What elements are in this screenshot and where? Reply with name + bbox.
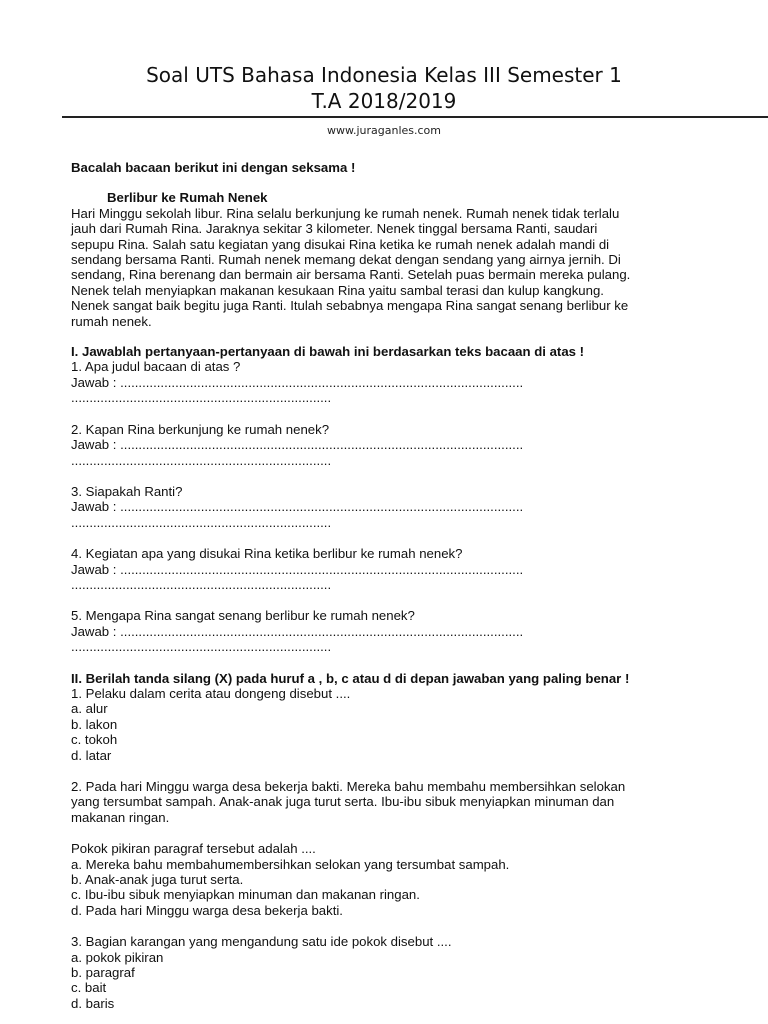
story-title: Berlibur ke Rumah Nenek <box>107 190 268 206</box>
answer-option: a. Mereka bahu membahumembersihkan selokan yang tersumbat sampah. <box>71 856 510 872</box>
answer-option: c. Ibu-ibu sibuk menyiapkan minuman dan makanan ringan. <box>71 887 420 903</box>
question-text: 2. Kapan Rina berkunjung ke rumah nenek? <box>71 421 330 437</box>
answer-option: d. latar <box>71 747 112 763</box>
answer-option: b. Anak-anak juga turut serta. <box>71 872 244 888</box>
question-paragraph-line: makanan ringan. <box>71 809 170 825</box>
multiple-choice-question <box>71 934 711 1011</box>
essay-question <box>71 422 711 468</box>
section-1-heading: I. Jawablah pertanyaan-pertanyaan di bawah ini berdasarkan teks bacaan di atas ! <box>71 344 585 360</box>
question-text: 1. Apa judul bacaan di atas ? <box>71 359 241 375</box>
question-paragraph-line: yang tersumbat sampah. Anak-anak juga turut serta. Ibu-ibu sibuk menyiapkan minuman dan <box>71 794 615 810</box>
worksheet-body <box>71 160 711 1011</box>
essay-question <box>71 484 711 530</box>
answer-line: ....................................................................... <box>71 514 332 530</box>
answer-option: d. baris <box>71 995 115 1011</box>
essay-question <box>71 608 711 654</box>
story-line: rumah nenek. <box>71 313 152 329</box>
answer-option: c. bait <box>71 980 107 996</box>
answer-line: Jawab : .............................................................................................................. <box>71 374 524 390</box>
question-text: 4. Kegiatan apa yang disukai Rina ketika berlibur ke rumah nenek? <box>71 546 463 562</box>
header-divider <box>62 116 768 118</box>
multiple-choice-question <box>71 779 711 918</box>
story-line: jauh dari Rumah Rina. Jaraknya sekitar 3 kilometer. Nenek tinggal bersama Ranti, saudari <box>71 221 598 237</box>
question-text: 3. Siapakah Ranti? <box>71 483 183 499</box>
story-line: sendang bersama Ranti. Rumah nenek memang dekat dengan sendang yang airnya jernih. Di <box>71 252 621 268</box>
answer-option: b. paragraf <box>71 965 135 981</box>
story-line: Nenek sangat baik begitu juga Ranti. Itulah sebabnya mengapa Rina sangat senang berlibur ke <box>71 298 629 314</box>
question-text: 5. Mengapa Rina sangat senang berlibur ke rumah nenek? <box>71 608 415 624</box>
answer-option: d. Pada hari Minggu warga desa bekerja bakti. <box>71 902 343 918</box>
story-line: sendang, Rina berenang dan bermain air bersama Ranti. Setelah puas bermain mereka pulang. <box>71 267 631 283</box>
answer-option: a. pokok pikiran <box>71 949 164 965</box>
answer-line: ....................................................................... <box>71 390 332 406</box>
answer-line: Jawab : .............................................................................................................. <box>71 437 524 453</box>
question-text: Pokok pikiran paragraf tersebut adalah .... <box>71 841 316 857</box>
answer-option: b. lakon <box>71 716 118 732</box>
section-2-heading: II. Berilah tanda silang (X) pada huruf a , b, c atau d di depan jawaban yang paling benar ! <box>71 670 630 686</box>
worksheet-header <box>0 62 768 114</box>
title-line-1: Soal UTS Bahasa Indonesia Kelas III Semester 1 <box>146 63 622 87</box>
title-line-2: T.A 2018/2019 <box>311 89 457 113</box>
question-paragraph-line: 2. Pada hari Minggu warga desa bekerja bakti. Mereka bahu membahu membersihkan selokan <box>71 779 626 794</box>
answer-line: ....................................................................... <box>71 452 332 468</box>
essay-question <box>71 546 711 592</box>
answer-line: Jawab : .............................................................................................................. <box>71 499 524 515</box>
answer-line: ....................................................................... <box>71 576 332 592</box>
multiple-choice-question <box>71 686 711 763</box>
question-text: 1. Pelaku dalam cerita atau dongeng disebut .... <box>71 685 351 701</box>
story-line: Hari Minggu sekolah libur. Rina selalu berkunjung ke rumah nenek. Rumah nenek tidak terlalu <box>71 205 620 221</box>
story-text <box>71 206 711 329</box>
story-line: Nenek telah menyiapkan makanan kesukaan Rina yaitu sambal terasi dan kulup kangkung. <box>71 282 604 298</box>
answer-line: Jawab : .............................................................................................................. <box>71 623 524 639</box>
answer-line: Jawab : .............................................................................................................. <box>71 561 524 577</box>
reading-instruction: Bacalah bacaan berikut ini dengan seksama ! <box>71 160 356 175</box>
story-line: sepupu Rina. Salah satu kegiatan yang disukai Rina ketika ke rumah nenek adalah mandi di <box>71 236 610 252</box>
question-text: 3. Bagian karangan yang mengandung satu ide pokok disebut .... <box>71 934 452 950</box>
source-url: www.juraganles.com <box>326 124 441 137</box>
answer-option: a. alur <box>71 701 108 717</box>
answer-option: c. tokoh <box>71 732 118 748</box>
essay-question <box>71 359 711 405</box>
answer-line: ....................................................................... <box>71 639 332 655</box>
